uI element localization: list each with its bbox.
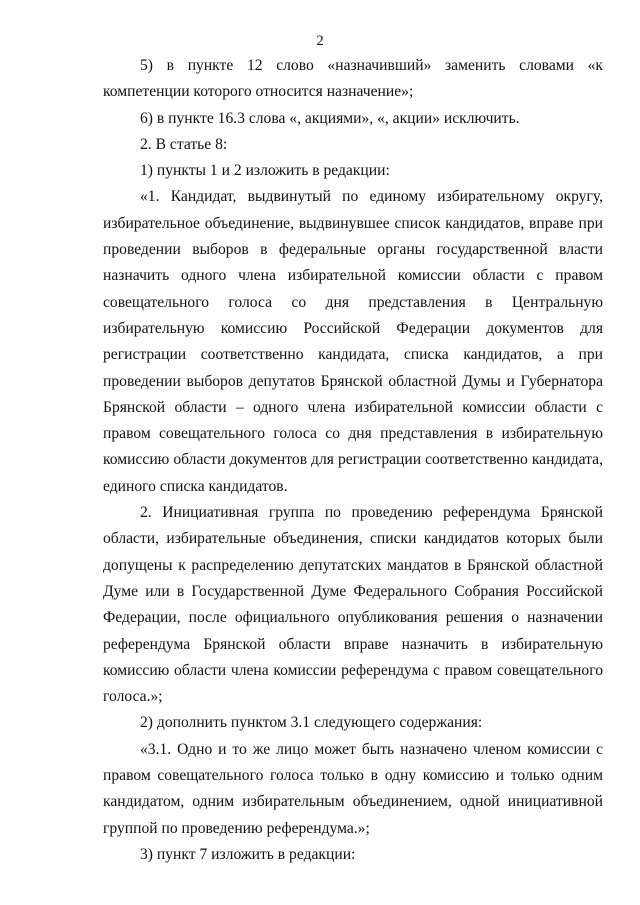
paragraph-amendment-3: 3) пункт 7 изложить в редакции: bbox=[140, 845, 356, 863]
paragraph-item-5: 5) в пункте 12 слово «назначивший» заменить словами «к компетенции которого относится назначение»; bbox=[103, 57, 603, 101]
paragraph-article-8-heading: 2. В статье 8: bbox=[140, 135, 228, 153]
paragraph-amendment-1: 1) пункты 1 и 2 изложить в редакции: bbox=[140, 162, 390, 180]
paragraph-quoted-point-3-1: «3.1. Одно и то же лицо может быть назначено членом комиссии с правом совещательного голоса только в одну комиссию и только одним кандидатом, одним избирательным объединением, одной инициативной группой по проведению референдума.»; bbox=[103, 740, 603, 837]
document-body bbox=[103, 53, 603, 868]
page-number: 2 bbox=[316, 33, 324, 49]
paragraph-amendment-2: 2) дополнить пунктом 3.1 следующего содержания: bbox=[140, 714, 483, 732]
paragraph-quoted-point-1: «1. Кандидат, выдвинутый по единому избирательному округу, избирательное объединение, выдвинувшее список кандидатов, вправе при проведении выборов в федеральные органы государственной власти назначить одного члена избирательной комиссии области с правом совещательного голоса со дня представления в Центральную избирательную комиссию Российской Федерации документов для регистрации соответственно кандидата, списка кандидатов, а при проведении выборов депутатов Брянской областной Думы и Губернатора Брянской области – одного члена избирательной комиссии области с правом совещательного голоса со дня представления в избирательную комиссию области документов для регистрации соответственно кандидата, единого списка кандидатов. bbox=[103, 188, 603, 495]
paragraph-item-6: 6) в пункте 16.3 слова «, акциями», «, акции» исключить. bbox=[140, 109, 520, 127]
paragraph-quoted-point-2: 2. Инициативная группа по проведению референдума Брянской области, избирательные объединения, списки кандидатов которых были допущены к распределению депутатских мандатов в Брянской областной Думе или в Государственной Думе Федерального Собрания Российской Федерации, после официального опубликования решения о назначении референдума Брянской области вправе назначить в избирательную комиссию области члена комиссии референдума с правом совещательного голоса.»; bbox=[103, 504, 603, 706]
